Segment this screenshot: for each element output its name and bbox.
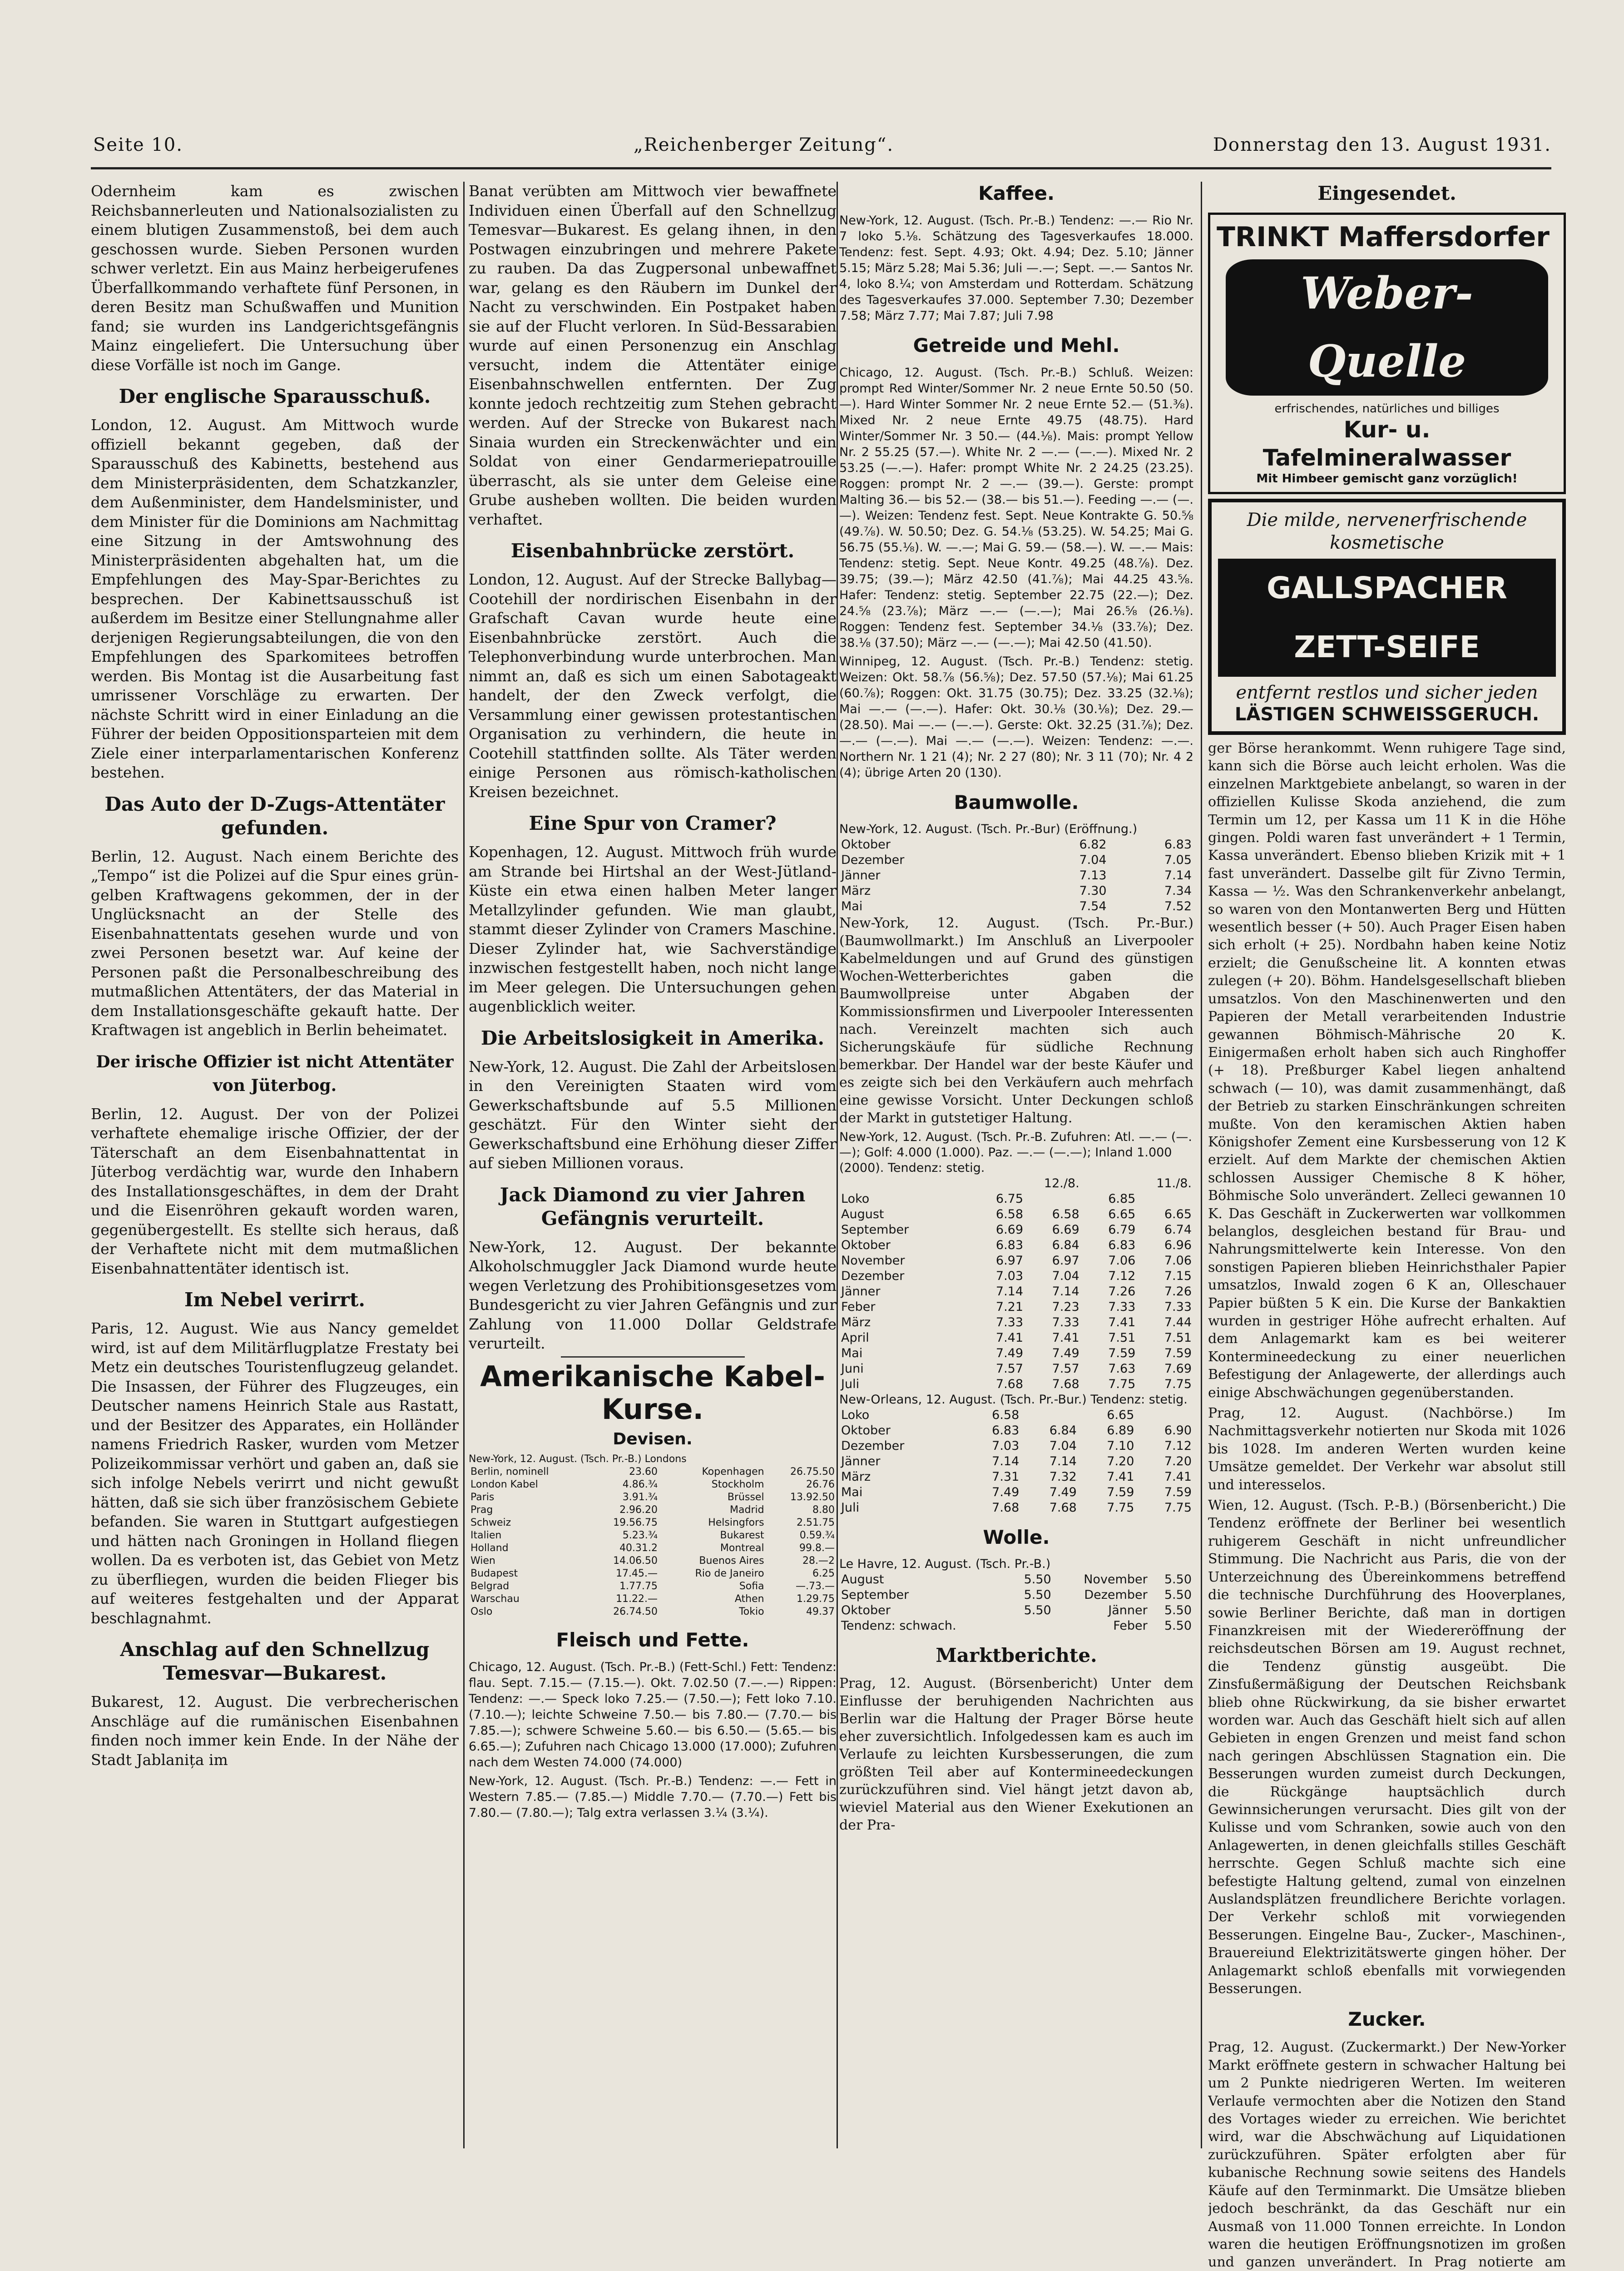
table-cell: 7.54: [1079, 899, 1107, 913]
table-cell: 7.68: [1052, 1377, 1079, 1391]
table-cell: 6.65: [1164, 1207, 1192, 1221]
table-cell: 19.56.75: [613, 1517, 658, 1528]
headline: Baumwolle.: [954, 791, 1079, 813]
table-cell: 7.12: [1164, 1439, 1192, 1453]
table-cell: Bukarest: [720, 1529, 764, 1541]
headline: Fleisch und Fette.: [556, 1628, 749, 1651]
table-row: [839, 837, 1193, 853]
ad-brand-logo: Weber-Quelle: [1226, 259, 1548, 396]
table-row: [839, 1485, 1193, 1500]
table-cell: Dezember: [841, 853, 905, 867]
table-cell: Oktober: [841, 1238, 891, 1252]
table-row: [839, 1618, 1193, 1634]
table-cell: 7.75: [1108, 1377, 1136, 1391]
table-cell: 7.59: [1108, 1346, 1136, 1360]
table-cell: 5.50: [1164, 1588, 1192, 1602]
headline: Der englische Sparausschuß.: [119, 385, 431, 407]
table-cell: 7.26: [1164, 1284, 1192, 1299]
table-row: [839, 1377, 1193, 1392]
table-cell: 7.33: [1108, 1300, 1136, 1314]
market-text: Wien, 12. August. (Tsch. P.-B.) (Börsenbericht.) Die Tendenz eröffnete der Berliner bei wesentlich ruhigerem Geschäft in nicht unfreundlicher Stimmung. Die Nachricht aus Paris, die von der Unterzeichnung des Übereinkommens betreffend die technische Durchführung des Hooverplanes, sowie Berliner Berichte, daß man in dortigen Finanzkreisen mit der Wiedereröffnung der reichsdeutschen Börsen am 19. August rechnet, die Tendenz günstig ausgeübt. Die Zinsfußermäßigung der Deutschen Reichsbank blieb ohne Rückwirkung, da sie bisher erwartet worden war. Auch das Geschäft hielt sich auf allen Gebieten in engen Grenzen und meist fand schon nach geringen Abschlüssen Stagnation ein. Die Besserungen wurden zumeist durch Deckungen, die Rückgänge hauptsächlich durch Gewinnsicherungen verursacht. Dies gilt von der Kulisse und vom Schranken, sowie auch von den Anlagewerten, in denen gleichfalls stilles Geschäft herrschte. Gegen Schluß machte sich eine befestigte Haltung geltend, zumal von einzelnen Auslandsplätzen freundlichere Berichte vorlagen. Der Verkehr schloß mit vorwiegenden Besserungen. Eingelne Bau-, Zucker-, Maschinen-, Brauereiund Elektrizitätswerte gingen höher. Der Anlagemarkt schloß ebenfalls mit vorwiegenden Besserungen.: [1208, 1497, 1566, 1997]
table-cell: 7.75: [1164, 1377, 1192, 1391]
table-row: [469, 1504, 837, 1517]
column-1: [91, 182, 459, 1772]
table-cell: 7.59: [1164, 1485, 1192, 1499]
table-cell: Kopenhagen: [702, 1466, 764, 1478]
table-row: [469, 1491, 837, 1504]
table-row: [469, 1466, 837, 1478]
table-cell: 7.51: [1164, 1331, 1192, 1345]
table-cell: 7.68: [992, 1501, 1020, 1515]
table-cell: 6.82: [1079, 838, 1107, 852]
table-cell: Mai: [841, 899, 863, 913]
table-cell: 5.23.¾: [622, 1529, 658, 1541]
ad-text: LÄSTIGEN SCHWEISSGERUCH.: [1234, 704, 1540, 725]
headline: Wolle.: [983, 1526, 1050, 1548]
table-cell: 7.14: [995, 1284, 1024, 1299]
table-cell: 6.85: [1108, 1192, 1136, 1206]
headline: Getreide und Mehl.: [913, 334, 1120, 357]
table-row: [469, 1606, 837, 1618]
table-cell: 8.80: [812, 1504, 835, 1516]
section-title: Amerikanische Kabel-Kurse.: [480, 1359, 825, 1426]
table-cell: 7.20: [1164, 1454, 1192, 1468]
table-cell: 6.75: [995, 1192, 1024, 1206]
column-2: [469, 182, 837, 1824]
table-row: [839, 1191, 1193, 1207]
divider: [561, 1356, 745, 1358]
table-cell: 6.79: [1108, 1223, 1136, 1237]
table-row: [839, 1500, 1193, 1516]
table-cell: Jänner: [841, 868, 881, 883]
table-cell: 7.68: [995, 1377, 1024, 1391]
table-row: [469, 1517, 837, 1529]
table-row: [839, 1299, 1193, 1315]
table-cell: Warschau: [470, 1593, 520, 1605]
new-orleans-table: [839, 1408, 1193, 1516]
table-cell: [1136, 1408, 1193, 1423]
table-row: [839, 1315, 1193, 1330]
table-cell: Italien: [470, 1529, 502, 1541]
table-row: [839, 883, 1193, 899]
article-text: Kopenhagen, 12. August. Mittwoch früh wurde am Strande bei Hirtshal an der West-Jütland-Küste ein etwa einen halben Meter langer Metallzylinder gefunden. Wie man glaubt, stammt dieser Zylinder von Cramers Maschine. Dieser Zylinder hat, wie Sachverständige inzwischen festgestellt haben, noch nicht lange im Meer gelegen. Die Untersuchungen gehen augenblicklich weiter.: [469, 843, 837, 1015]
table-cell: Oslo: [470, 1606, 493, 1617]
table-cell: 7.15: [1164, 1269, 1192, 1283]
table-row: [839, 1269, 1193, 1284]
table-row: [469, 1478, 837, 1491]
table-cell: Prag: [470, 1504, 493, 1516]
table-row: [469, 1555, 837, 1567]
table-cell: März: [841, 1470, 871, 1484]
table-row: [839, 1454, 1193, 1469]
table-row: [839, 1361, 1193, 1377]
table-cell: [1025, 1191, 1081, 1207]
table-cell: 13.92.50: [790, 1491, 835, 1503]
table-cell: 6.83: [992, 1423, 1020, 1438]
table-cell: 26.74.50: [613, 1606, 658, 1617]
article-text: New-York, 12. August. Die Zahl der Arbeitslosen in den Vereinigten Staaten wird vom Gewerkschaftsbunde auf 5.5 Millionen geschätzt. Für den Winter sieht der Gewerkschaftsbund eine Erhöhung dieser Ziffer auf sieben Millionen voraus.: [469, 1057, 837, 1172]
table-cell: 6.74: [1164, 1223, 1192, 1237]
table-cell: 6.97: [995, 1254, 1024, 1268]
headline: Jack Diamond zu vier Jahren Gefängnis verurteilt.: [500, 1183, 806, 1230]
table-row: [469, 1567, 837, 1580]
table-row: [839, 1238, 1193, 1253]
table-cell: 7.04: [1079, 853, 1107, 867]
running-header: [93, 134, 1551, 162]
market-text: New-York, 12. August. (Tsch. Pr.-B.) Tendenz: —.— Fett in Western 7.85.— (7.85.—) Middle 7.70.— (7.70.—) Fett bis 7.80.— (7.80.—); Talg extra verlassen 3.¼ (3.¼).: [469, 1774, 837, 1820]
table-cell: 17.45.—: [616, 1567, 658, 1579]
table-cell: Wien: [470, 1555, 495, 1567]
table-cell: London Kabel: [470, 1478, 538, 1490]
table-caption: Le Havre, 12. August. (Tsch. Pr.-B.): [839, 1557, 1051, 1571]
table-cell: 7.04: [1052, 1269, 1079, 1283]
column-header: 12./8.: [1044, 1176, 1079, 1190]
table-cell: März: [841, 884, 871, 898]
table-cell: Rio de Janeiro: [695, 1567, 764, 1579]
table-cell: 40.31.2: [619, 1542, 658, 1554]
table-cell: 6.97: [1052, 1254, 1079, 1268]
wool-table: [839, 1572, 1193, 1634]
table-cell: 11.22.—: [616, 1593, 658, 1605]
table-cell: Helsingfors: [708, 1517, 764, 1528]
table-cell: 1.77.75: [619, 1580, 658, 1592]
table-cell: 7.03: [992, 1439, 1020, 1453]
ad-text: erfrischendes, natürliches und billiges: [1274, 402, 1500, 416]
table-row: [839, 1408, 1193, 1423]
table-cell: 7.68: [1049, 1501, 1077, 1515]
table-cell: 7.14: [992, 1454, 1020, 1468]
table-caption: New-Orleans, 12. August. (Tsch. Pr.-Bur.) Tendenz: stetig.: [839, 1393, 1188, 1407]
table-cell: 7.10: [1107, 1439, 1134, 1453]
table-cell: Oktober: [841, 1423, 891, 1438]
market-text: ger Börse herankommt. Wenn ruhigere Tage sind, kann sich die Börse auch leicht erholen. Was die einzelnen Marktgebiete anbelangt, so waren in der offiziellen Kulisse Skoda anziehend, die zum Termin um 12, per Kassa um 11 K in die Höhe gingen. Poldi waren fast unverändert + 1 Termin, Kassa unverändert. Ebenso blieben Krizik mit + 1 fast unverändert. Dasselbe gilt für Zivno Termin, Kassa — ½. Was den Schrankenverkehr anbelangt, so waren von den Montanwerten Berg und Hütten wesentlich besser (+ 50). Auch Prager Eisen haben sich erholt (+ 25). Nordbahn haben keine Notiz erzielt; die Genußscheine lit. A konnten etwas zulegen (+ 20). Böhm. Handelsgesellschaft blieben umsatzlos. Von den Maschinenwerten und den Papieren der Metall verarbeitenden Industrie gewannen Böhmisch-Mährische 20 K. Einigermaßen erholt haben sich auch Ringhoffer (+ 18). Preßburger Kabel liegen anhaltend schwach (— 10), was damit zusammenhängt, daß der Betrieb zu starken Einschränkungen schreiten mußte. Von den keramischen Aktien haben Königshofer Zement eine Kursbesserung von 12 K erzielt. Auf dem Markte der chemischen Aktien schlossen Aussiger Chemische 8 K höher, Böhmische Solo unverändert. Zelleci gewannen 10 K. Das Geschäft in Zuckerwerten war vollkommen belanglos, desgleichen bestand für Brau- und Nahrungsmittelwerte kein Interesse. Von den sonstigen Papieren blieben Heinrichsthaler Papier umsatzlos, Inwald zogen 6 K an, Olleschauer Papier büßten 5 K ein. Die Kurse der Bankaktien wurden in gestriger Höhe aufrecht erhalten. Auf dem Anlagemarkt kam es bei weiterer Kontermineedeckung zu einer neuerlichen Befestigung der Anlagewerte, der allerdings auch einige Abschwächungen gegenüberstanden.: [1208, 740, 1566, 1401]
table-cell: Budapest: [470, 1567, 518, 1579]
table-cell: 5.50: [1024, 1572, 1051, 1587]
table-cell: 7.33: [995, 1315, 1024, 1329]
table-cell: 6.83: [995, 1238, 1024, 1252]
table-cell: Mai: [841, 1485, 863, 1499]
article-text: Banat verübten am Mittwoch vier bewaffnete Individuen einen Überfall auf den Schnellzug Temesvar—Bukarest. Es gelang ihnen, in den Postwagen einzubringen und mehrere Pakete zu rauben. Da das Zugpersonal unbewaffnet war, gelang es den Räubern im Dunkel der Nacht zu verschwinden. Ein Postpaket haben sie auf der Flucht verloren. In Süd-Bessarabien wurde auf einen Personenzug ein Anschlag versucht, indem die Attentäter einige Eisenbahnschwellen entfernten. Der Zug konnte jedoch rechtzeitig zum Stehen gebracht werden. Auf der Strecke von Bukarest nach Sinaia wurden ein Streckenwächter und ein Soldat von einer Gendarmeriepatrouille überrascht, als sie unter dem Geleise eine Grube ausheben wollten. Die beiden wurden verhaftet.: [469, 182, 837, 528]
headline: Marktberichte.: [936, 1644, 1097, 1666]
table-cell: 7.41: [1164, 1470, 1192, 1484]
table-cell: 7.14: [1164, 868, 1192, 883]
table-cell: 7.52: [1164, 899, 1192, 913]
headline: Im Nebel verirrt.: [184, 1289, 365, 1311]
table-cell: 7.49: [1052, 1346, 1079, 1360]
ad-text: entfernt restlos und sicher jeden: [1236, 682, 1538, 703]
table-cell: [1009, 1618, 1053, 1634]
table-cell: April: [841, 1331, 869, 1345]
market-text: Prag, 12. August. (Nachbörse.) Im Nachmittagsverkehr notierten nur Skoda mit 1026 bis 1028. Im anderen Werten wurden keine Umsätze gemeldet. Der Verkehr war absolut still und interesselos.: [1208, 1405, 1566, 1493]
table-cell: Loko: [841, 1192, 870, 1206]
table-cell: Schweiz: [470, 1517, 511, 1528]
table-cell: 7.44: [1164, 1315, 1192, 1329]
table-cell: 7.41: [1107, 1470, 1134, 1484]
market-text: New-York, 12. August. (Tsch. Pr.-Bur.) (Baumwollmarkt.) Im Anschluß an Liverpooler Kabelmeldungen und auf Grund des günstigen Wochen-Wetterberichtes gaben die Baumwollpreise unter Abgaben der Kommissionsfirmen und Liverpooler Interessenten nach. Vereinzelt machten sich auch Sicherungskäufe für südliche Rechnung bemerkbar. Der Handel war der beste Käufer und es zeigte sich bei den Verkäufern auch mehrfach eine gewisse Vorsicht. Unter Deckungen schloß der Markt in gutstetiger Haltung.: [839, 915, 1193, 1126]
table-cell: 5.50: [1024, 1588, 1051, 1602]
table-cell: Sofia: [739, 1580, 764, 1592]
article-text: Odernheim kam es zwischen Reichsbannerleuten und Nationalsozialisten zu einem blutigen Zusammenstoß, bei dem auch geschossen wurde. Sieben Personen wurden schwer verletzt. Ein aus Mainz herbeigerufenes Überfallkommando verhaftete fünf Personen, in deren Besitz man Schußwaffen und Munition fand; sie wurden ins Landgerichtsgefängnis Mainz eingeliefert. Die Untersuchung über diese Vorfälle ist noch im Gange.: [91, 182, 459, 374]
table-row: [839, 1572, 1193, 1587]
table-cell: —.73.—: [796, 1580, 835, 1592]
table-cell: Oktober: [841, 1603, 891, 1617]
table-cell: August: [841, 1572, 884, 1587]
table-cell: 26.75.50: [790, 1466, 835, 1478]
table-cell: 7.69: [1164, 1362, 1192, 1376]
table-cell: 7.49: [992, 1485, 1020, 1499]
zett-seife-ad: [1208, 499, 1566, 735]
table-cell: [1137, 1191, 1193, 1207]
table-cell: September: [841, 1588, 909, 1602]
table-cell: Montreal: [720, 1542, 764, 1554]
article-text: Berlin, 12. August. Der von der Polizei verhaftete ehemalige irische Offizier, der der Täterschaft an dem Eisenbahnattentat in Jüterbog verdächtig war, wurde den Inhabern des Installationsgeschäftes, in dem der Draht und die Eisenröhren gekauft worden waren, gegenübergestellt. Es stellte sich heraus, daß der Verhaftete nicht mit dem mutmaßlichen Eisenbahnattentäter identisch ist.: [91, 1105, 459, 1277]
market-text: Prag, 12. August. (Börsenbericht) Unter dem Einflusse der beruhigenden Nachrichten aus Berlin war die Haltung der Prager Börse heute eher zuversichtlich. Infolgedessen kam es auch im Verlaufe zu leichten Kursbesserungen, die zum größten Teil aber auf Kontermineedeckungen zurückzuführen sind. Viel hängt jetzt davon ab, wieviel Material aus den Wiener Exekutionen an der Pra-: [839, 1676, 1193, 1833]
table-cell: Brüssel: [727, 1491, 764, 1503]
table-cell: 99.8.—: [799, 1542, 835, 1554]
table-cell: Oktober: [841, 838, 891, 852]
ad-text: Kur- u. Tafelmineralwasser: [1263, 417, 1511, 471]
table-cell: 7.04: [1049, 1439, 1077, 1453]
table-cell: 7.32: [1049, 1470, 1077, 1484]
market-text: Chicago, 12. August. (Tsch. Pr.-B.) Schluß. Weizen: prompt Red Winter/Sommer Nr. 2 neue Ernte 50.50 (50.—). Hard Winter Sommer Nr. 2 neue Ernte 52.— (51.⅜). Mixed Nr. 2 neue Ernte 49.75 (48.75). Hard Winter/Sommer Nr. 3 50.— (44.⅛). Mais: prompt Yellow Nr. 2 55.25 (57.—). White Nr. 2 —.— (—.—). Mixed Nr. 2 53.25 (—.—). Hafer: prompt White Nr. 2 24.25 (23.25). Roggen: prompt Nr. 2 —.— (39.—). Gerste: prompt Malting 36.— bis 52.— (38.— bis 51.—). Feeding —.— (—.—). Weizen: Tendenz fest. Sept. Neue Kontrakte G. 50.⅝ (49.⅞). W. 50.50; Dez. G. 54.⅛ (53.25). W. 54.25; Mai G. 56.75 (55.⅛). W. —.—; Mai G. 59.— (58.—). W. —.— Mais: Tendenz: stetig. Sept. Neue Kontr. 49.25 (48.⅞). Dez. 39.75; (39.—); März 42.50 (41.⅞); Mai 44.25 43.⅝. Hafer: Tendenz: stetig. September 22.75 (22.—); Dez. 24.⅝ (23.⅞); März —.— (—.—); Mai 26.⅝ (26.⅛). Roggen: Tendenz fest. September 34.⅛ (33.⅞); Dez. 38.⅛ (37.50); März —.— (—.—); Mai 42.50 (41.50).: [839, 366, 1193, 650]
table-caption: New-York, 12. August. (Tsch. Pr.-B. Zufuhren: Atl. —.— (—.—); Golf: 4.000 (1.000). Paz. —.— (—.—); Inland 1.000 (2000). Tendenz: stetig.: [839, 1130, 1192, 1175]
table-row: [839, 1346, 1193, 1361]
column-header: 11./8.: [1156, 1176, 1192, 1190]
table-row: [839, 1284, 1193, 1299]
table-cell: 1.29.75: [797, 1593, 835, 1605]
table-cell: 6.69: [995, 1223, 1024, 1237]
table-cell: 5.50: [1024, 1603, 1051, 1617]
table-cell: 7.21: [995, 1300, 1024, 1314]
table-cell: Jänner: [841, 1284, 881, 1299]
column-4: [1208, 182, 1566, 2271]
table-cell: September: [841, 1223, 909, 1237]
header-rule: [91, 167, 1551, 169]
table-cell: 7.30: [1079, 884, 1107, 898]
table-cell: 4.86.¾: [622, 1478, 658, 1490]
table-cell: Mai: [841, 1346, 863, 1360]
table-cell: Dezember: [841, 1439, 905, 1453]
ad-headline: TRINKT Maffersdorfer: [1217, 221, 1550, 253]
table-cell: Belgrad: [470, 1580, 510, 1592]
table-cell: 6.96: [1164, 1238, 1192, 1252]
table-cell: 6.84: [1049, 1423, 1077, 1438]
table-cell: 6.83: [1108, 1238, 1136, 1252]
table-cell: Juli: [841, 1501, 860, 1515]
table-cell: November: [1084, 1572, 1148, 1587]
table-row: [469, 1580, 837, 1593]
devisen-table: [469, 1466, 837, 1618]
table-cell: 7.41: [1052, 1331, 1079, 1345]
article-text: Berlin, 12. August. Nach einem Berichte des „Tempo“ ist die Polizei auf die Spur eines grün-gelben Kraftwagens gekommen, der in der Unglücksnacht an der Stelle des Eisenbahnattentats gesehen wurde und von zwei Personen besetzt war. Auf keine der Personen paßt die Personalbeschreibung des mutmaßlichen Attentäters, der das Material in dem Installationsgeschäfte gekauft hatte. Der Kraftwagen ist angeblich in Berlin beheimatet.: [91, 847, 459, 1039]
table-cell: Tendenz: schwach.: [841, 1619, 956, 1633]
table-cell: 7.57: [995, 1362, 1024, 1376]
table-cell: 7.63: [1108, 1362, 1136, 1376]
table-row: [469, 1542, 837, 1555]
table-row: [839, 899, 1193, 914]
table-row: [839, 1438, 1193, 1454]
table-cell: 7.31: [992, 1470, 1020, 1484]
table-cell: 6.65: [1108, 1207, 1136, 1221]
table-cell: 6.83: [1164, 838, 1192, 852]
ad-text: Mit Himbeer gemischt ganz vorzüglich!: [1256, 472, 1518, 486]
headline: Der irische Offizier ist nicht Attentäter von Jüterbog.: [96, 1052, 454, 1095]
table-cell: 7.75: [1164, 1501, 1192, 1515]
headline: Kaffee.: [978, 182, 1055, 204]
table-cell: 7.03: [995, 1269, 1024, 1283]
table-cell: 7.06: [1108, 1254, 1136, 1268]
table-cell: 6.65: [1107, 1408, 1134, 1422]
table-cell: 7.12: [1108, 1269, 1136, 1283]
table-row: [839, 1603, 1193, 1618]
ad-label: Eingesendet.: [1317, 182, 1456, 204]
table-row: [839, 1469, 1193, 1485]
column-3: [839, 182, 1193, 1837]
article-text: Paris, 12. August. Wie aus Nancy gemeldet wird, ist auf dem Militärflugplatze Frestaty bei Metz ein deutsches Touristenflugzeug gelandet. Die Insassen, der Führer des Flugzeuges, ein Deutscher namens Heinrich Stale aus Rastatt, und der Besitzer des Apparates, ein Holländer namens Friedrich Rasker, wurden vom Metzer Polizeikommissar verhört und gaben an, daß sie sich infolge Nebels verirrt und nicht gewußt hätten, daß sie sich über französischem Gebiete befanden. Sie waren in Stuttgart aufgestiegen und hätten nach Groningen in Holland fliegen wollen. Da es verboten ist, das Gebiet von Metz zu überfliegen, wurden die beiden Flieger bis auf weiteres festgehalten und der Apparat beschlagnahmt.: [91, 1319, 459, 1627]
table-cell: 7.57: [1052, 1362, 1079, 1376]
headline: Das Auto der D-Zugs-Attentäter gefunden.: [104, 793, 445, 839]
table-row: [839, 1253, 1193, 1269]
table-cell: Holland: [470, 1542, 509, 1554]
table-cell: Buenos Aires: [699, 1555, 764, 1567]
table-cell: Paris: [470, 1491, 495, 1503]
paper-title: „Reichenberger Zeitung“.: [634, 134, 894, 155]
table-cell: 7.34: [1164, 884, 1192, 898]
table-cell: 7.41: [1108, 1315, 1136, 1329]
table-cell: März: [841, 1315, 871, 1329]
table-cell: Loko: [841, 1408, 870, 1422]
table-cell: Stockholm: [711, 1478, 764, 1490]
headline: Eine Spur von Cramer?: [529, 812, 777, 834]
table-cell: 2.51.75: [797, 1517, 835, 1528]
table-cell: 5.50: [1164, 1619, 1192, 1633]
table-cell: 6.58: [995, 1207, 1024, 1221]
table-cell: 26.76: [806, 1478, 835, 1490]
table-cell: 6.25: [812, 1567, 835, 1579]
table-cell: Tokio: [739, 1606, 764, 1617]
table-cell: Berlin, nominell: [470, 1466, 549, 1478]
table-cell: Dezember: [841, 1269, 905, 1283]
table-cell: 7.23: [1052, 1300, 1079, 1314]
table-cell: 5.50: [1164, 1603, 1192, 1617]
table-cell: 7.20: [1107, 1454, 1134, 1468]
table-cell: 23.60: [629, 1466, 658, 1478]
table-row: [469, 1593, 837, 1606]
table-cell: 6.90: [1164, 1423, 1192, 1438]
table-cell: 7.41: [995, 1331, 1024, 1345]
table-cell: 7.06: [1164, 1254, 1192, 1268]
table-cell: 49.37: [806, 1606, 835, 1617]
table-row: [839, 853, 1193, 868]
table-cell: 6.89: [1107, 1423, 1134, 1438]
issue-date: Donnerstag den 13. August 1931.: [1213, 134, 1551, 155]
table-cell: 14.06.50: [613, 1555, 658, 1567]
table-cell: 6.58: [1052, 1207, 1079, 1221]
table-cell: 7.49: [1049, 1485, 1077, 1499]
page-number: Seite 10.: [93, 134, 183, 155]
headline: Zucker.: [1348, 2008, 1426, 2031]
table-row: [839, 1330, 1193, 1346]
table-cell: 0.59.¾: [799, 1529, 835, 1541]
article-text: London, 12. August. Auf der Strecke Ballybag—Cootehill der nordirischen Eisenbahn in der Grafschaft Cavan wurde heute eine Eisenbahnbrücke zerstört. Auch die Telephonverbindung wurde unterbrochen. Man nimmt an, daß es sich um einen Sabotageakt handelt, der den Zweck verfolgt, die Versammlung einer gewissen protestantischen Organisation zu verhindern, die heute in Cootehill stattfinden sollte. Als Täter werden einige Personen aus römisch-katholischen Kreisen bezeichnet.: [469, 570, 837, 801]
table-cell: 7.14: [1049, 1454, 1077, 1468]
article-text: London, 12. August. Am Mittwoch wurde offiziell bekannt gegeben, daß der Sparausschuß des Kabinetts, bestehend aus dem Ministerpräsidenten, dem Schatzkanzler, dem Außenminister, dem Handelsminister, und dem Minister für die Dominions am Nachmittag eine Sitzung in der Amtswohnung des Ministerpräsidenten abgehalten hat, um die Empfehlungen des May-Spar-Berichtes zu besprechen. Der Kabinettsausschuß ist außerdem im Besitze einer Stellungnahme aller derjenigen Regierungsabteilungen, die von den Empfehlungen des Sparkomitees betroffen werden. Bis Montag ist die Ausarbeitung fast umrissener Vorschläge zu erwarten. Der nächste Schritt wird in einer Einladung an die Führer der beiden Oppositionsparteien mit dem Ziele einer interparlamentarischen Konferenz bestehen.: [91, 416, 459, 781]
table-cell: Feber: [1113, 1619, 1148, 1633]
table-cell: Juli: [841, 1377, 860, 1391]
table-cell: 2.96.20: [619, 1504, 658, 1516]
table-caption: New-York, 12. August. (Tsch. Pr.-B.) Londons: [469, 1453, 687, 1465]
article-text: Bukarest, 12. August. Die verbrecherischen Anschläge auf die rumänischen Eisenbahnen finden noch immer kein Ende. In der Nähe der Stadt Jablanița im: [91, 1693, 459, 1769]
column-rule: [837, 182, 838, 2148]
table-cell: Jänner: [1108, 1603, 1148, 1617]
table-row: [839, 1222, 1193, 1238]
table-cell: 7.33: [1164, 1300, 1192, 1314]
table-cell: Juni: [841, 1362, 864, 1376]
table-cell: 7.51: [1108, 1331, 1136, 1345]
cotton-table: [839, 837, 1193, 914]
table-cell: 7.33: [1052, 1315, 1079, 1329]
table-cell: 28.—2: [802, 1555, 835, 1567]
column-rule: [1201, 182, 1202, 2148]
table-cell: 7.59: [1107, 1485, 1134, 1499]
table-cell: 7.49: [995, 1346, 1024, 1360]
table-cell: 6.69: [1052, 1223, 1079, 1237]
table-cell: 6.58: [992, 1408, 1020, 1422]
table-cell: Madrid: [730, 1504, 764, 1516]
table-cell: November: [841, 1254, 905, 1268]
table-row: [469, 1529, 837, 1542]
table-cell: Jänner: [841, 1454, 881, 1468]
table-cell: Feber: [841, 1300, 876, 1314]
article-text: New-York, 12. August. Der bekannte Alkoholschmuggler Jack Diamond wurde heute wegen Verletzung des Prohibitionsgesetzes vom Bundesgericht zu vier Jahren Gefängnis und zur Zahlung von 11.000 Dollar Geldstrafe verurteilt.: [469, 1238, 837, 1352]
table-cell: 7.26: [1108, 1284, 1136, 1299]
table-cell: 7.14: [1052, 1284, 1079, 1299]
market-text: New-York, 12. August. (Tsch. Pr.-B.) Tendenz: —.— Rio Nr. 7 loko 5.⅛. Schätzung des Tagesverkaufes 18.000. Tendenz: fest. Sept. 4.93; Okt. 4.94; Dez. 5.10; Jänner 5.15; März 5.28; Mai 5.36; Juli —.—; Sept. —.— Santos Nr. 4, loko 8.¼; von Amsterdam und Rotterdam. Schätzung des Tagesverkaufes 37.000. September 7.30; Dezember 7.58; März 7.77; Mai 7.87; Juli 7.98: [839, 213, 1193, 323]
market-text: Winnipeg, 12. August. (Tsch. Pr.-B.) Tendenz: stetig. Weizen: Okt. 58.⅞ (56.⅝); Dez. 57.50 (57.⅛); Mai 61.25 (60.⅞); Roggen: Okt. 31.75 (30.75); Dez. 33.25 (32.⅛); Mai —.— (—.—). Hafer: Okt. 30.⅛ (30.⅛); Dez. 29.— (28.50). Mai —.— (—.—). Gerste: Okt. 32.25 (31.⅞); Dez. —.— (—.—). Mai —.— (—.—). Weizen: Tendenz: —.—. Northern Nr. 1 21 (4); Nr. 2 27 (80); Nr. 3 11 (70); Nr. 4 2 (4); übrige Arten 20 (130).: [839, 655, 1193, 780]
table-cell: Athen: [734, 1593, 764, 1605]
table-row: [839, 868, 1193, 883]
cotton-futures-table: [839, 1176, 1193, 1392]
table-cell: 5.50: [1164, 1572, 1192, 1587]
table-cell: 7.05: [1164, 853, 1192, 867]
ad-text: Die milde, nervenerfrischende kosmetische: [1247, 510, 1527, 553]
table-row: [839, 1587, 1193, 1603]
table-row: [839, 1423, 1193, 1438]
table-cell: Dezember: [1084, 1588, 1148, 1602]
weber-quelle-ad: [1208, 213, 1566, 494]
headline: Die Arbeitslosigkeit in Amerika.: [480, 1026, 825, 1049]
market-text: Chicago, 12. August. (Tsch. Pr.-B.) (Fett-Schl.) Fett: Tendenz: flau. Sept. 7.15.— (7.15.—). Okt. 7.02.50 (7.—.—) Rippen: Tendenz: —.— Speck loko 7.25.— (7.50.—); Fett loko 7.10. (7.10.—); leichte Schweine 7.50.— bis 7.80.— (7.70.— bis 7.85.—); schwere Schweine 5.60.— bis 6.50.— (5.65.— bis 6.65.—); Zufuhren nach Chicago 13.000 (17.000); Zufuhren nach dem Westen 74.000 (74.000): [469, 1660, 837, 1770]
table-cell: 3.91.¾: [622, 1491, 658, 1503]
subsection-title: Devisen.: [613, 1429, 693, 1448]
table-cell: [1021, 1408, 1079, 1423]
headline: Anschlag auf den Schnellzug Temesvar—Bukarest.: [120, 1638, 430, 1684]
table-cell: 6.84: [1052, 1238, 1079, 1252]
table-cell: 7.13: [1079, 868, 1107, 883]
column-rule: [463, 182, 465, 2148]
table-cell: August: [841, 1207, 884, 1221]
table-caption: New-York, 12. August. (Tsch. Pr.-Bur) (Eröffnung.): [839, 822, 1138, 836]
table-cell: 7.75: [1107, 1501, 1134, 1515]
market-text: Prag, 12. August. (Zuckermarkt.) Der New-Yorker Markt eröffnete gestern in schwacher Haltung bei um 2 Punkte niedrigeren Werten. Im weiteren Verlaufe vermochten aber die Notizen den Stand des Vortages wieder zu erreichen. Wie berichtet wird, war die Abschwächung auf Liquidationen zurückzuführen. Später erfolgten aber für kubanische Rechnung sowie seitens des Handels Käufe auf den Terminmarkt. Die Umsätze blieben jedoch beschränkt, da das Geschäft nur ein Ausmaß von 11.000 Tonnen erreichte. In London waren die heutigen Eröffnungsnotizen im großen und ganzen unverändert. In Prag notierte am: [1208, 2039, 1566, 2271]
table-cell: 7.59: [1164, 1346, 1192, 1360]
table-row: [839, 1207, 1193, 1222]
headline: Eisenbahnbrücke zerstört.: [510, 540, 795, 562]
ad-brand-logo: GALLSPACHER ZETT-SEIFE: [1218, 559, 1556, 677]
